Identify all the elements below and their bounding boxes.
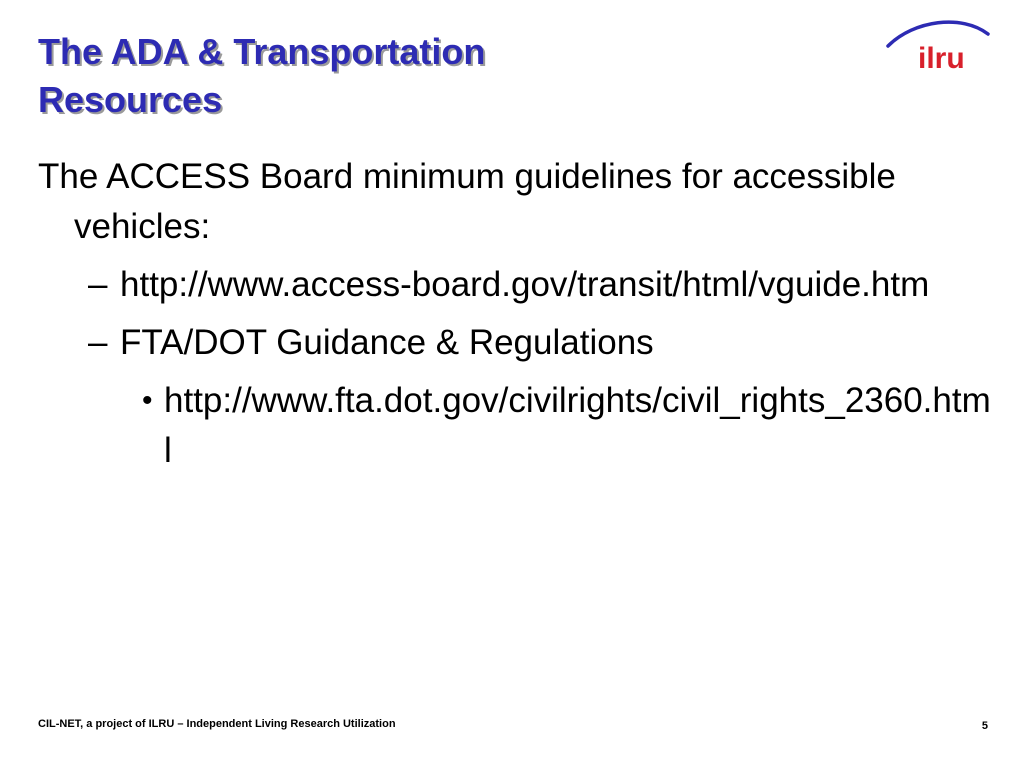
slide-body bbox=[38, 152, 998, 476]
slide-title-line-2: Resources bbox=[38, 79, 223, 120]
ilru-logo-icon bbox=[884, 16, 992, 76]
sub-sub-item-fta-link bbox=[140, 376, 998, 476]
ilru-logo-text: ilru bbox=[918, 42, 965, 75]
fta-dot-guidance-label: FTA/DOT Guidance & Regulations bbox=[120, 323, 654, 362]
dash-marker: – bbox=[88, 323, 108, 362]
sub-item-access-board-link bbox=[88, 260, 998, 310]
slide-title-line-1: The ADA & Transportation bbox=[38, 31, 486, 72]
bullet-item-access-board: The ACCESS Board minimum guidelines for accessible vehicles: bbox=[38, 157, 896, 246]
slide-title bbox=[38, 28, 758, 124]
access-board-url: http://www.access-board.gov/transit/html/vguide.htm bbox=[120, 265, 930, 304]
bullet-marker: • bbox=[142, 384, 153, 417]
dash-marker: – bbox=[88, 265, 108, 304]
footer-credit: CIL-NET, a project of ILRU – Independent Living Research Utilization bbox=[38, 718, 396, 730]
sub-item-fta-dot bbox=[88, 318, 998, 368]
fta-civil-rights-url: http://www.fta.dot.gov/civilrights/civil_rights_2360.html bbox=[164, 381, 991, 470]
slide-page-number: 5 bbox=[981, 720, 988, 732]
